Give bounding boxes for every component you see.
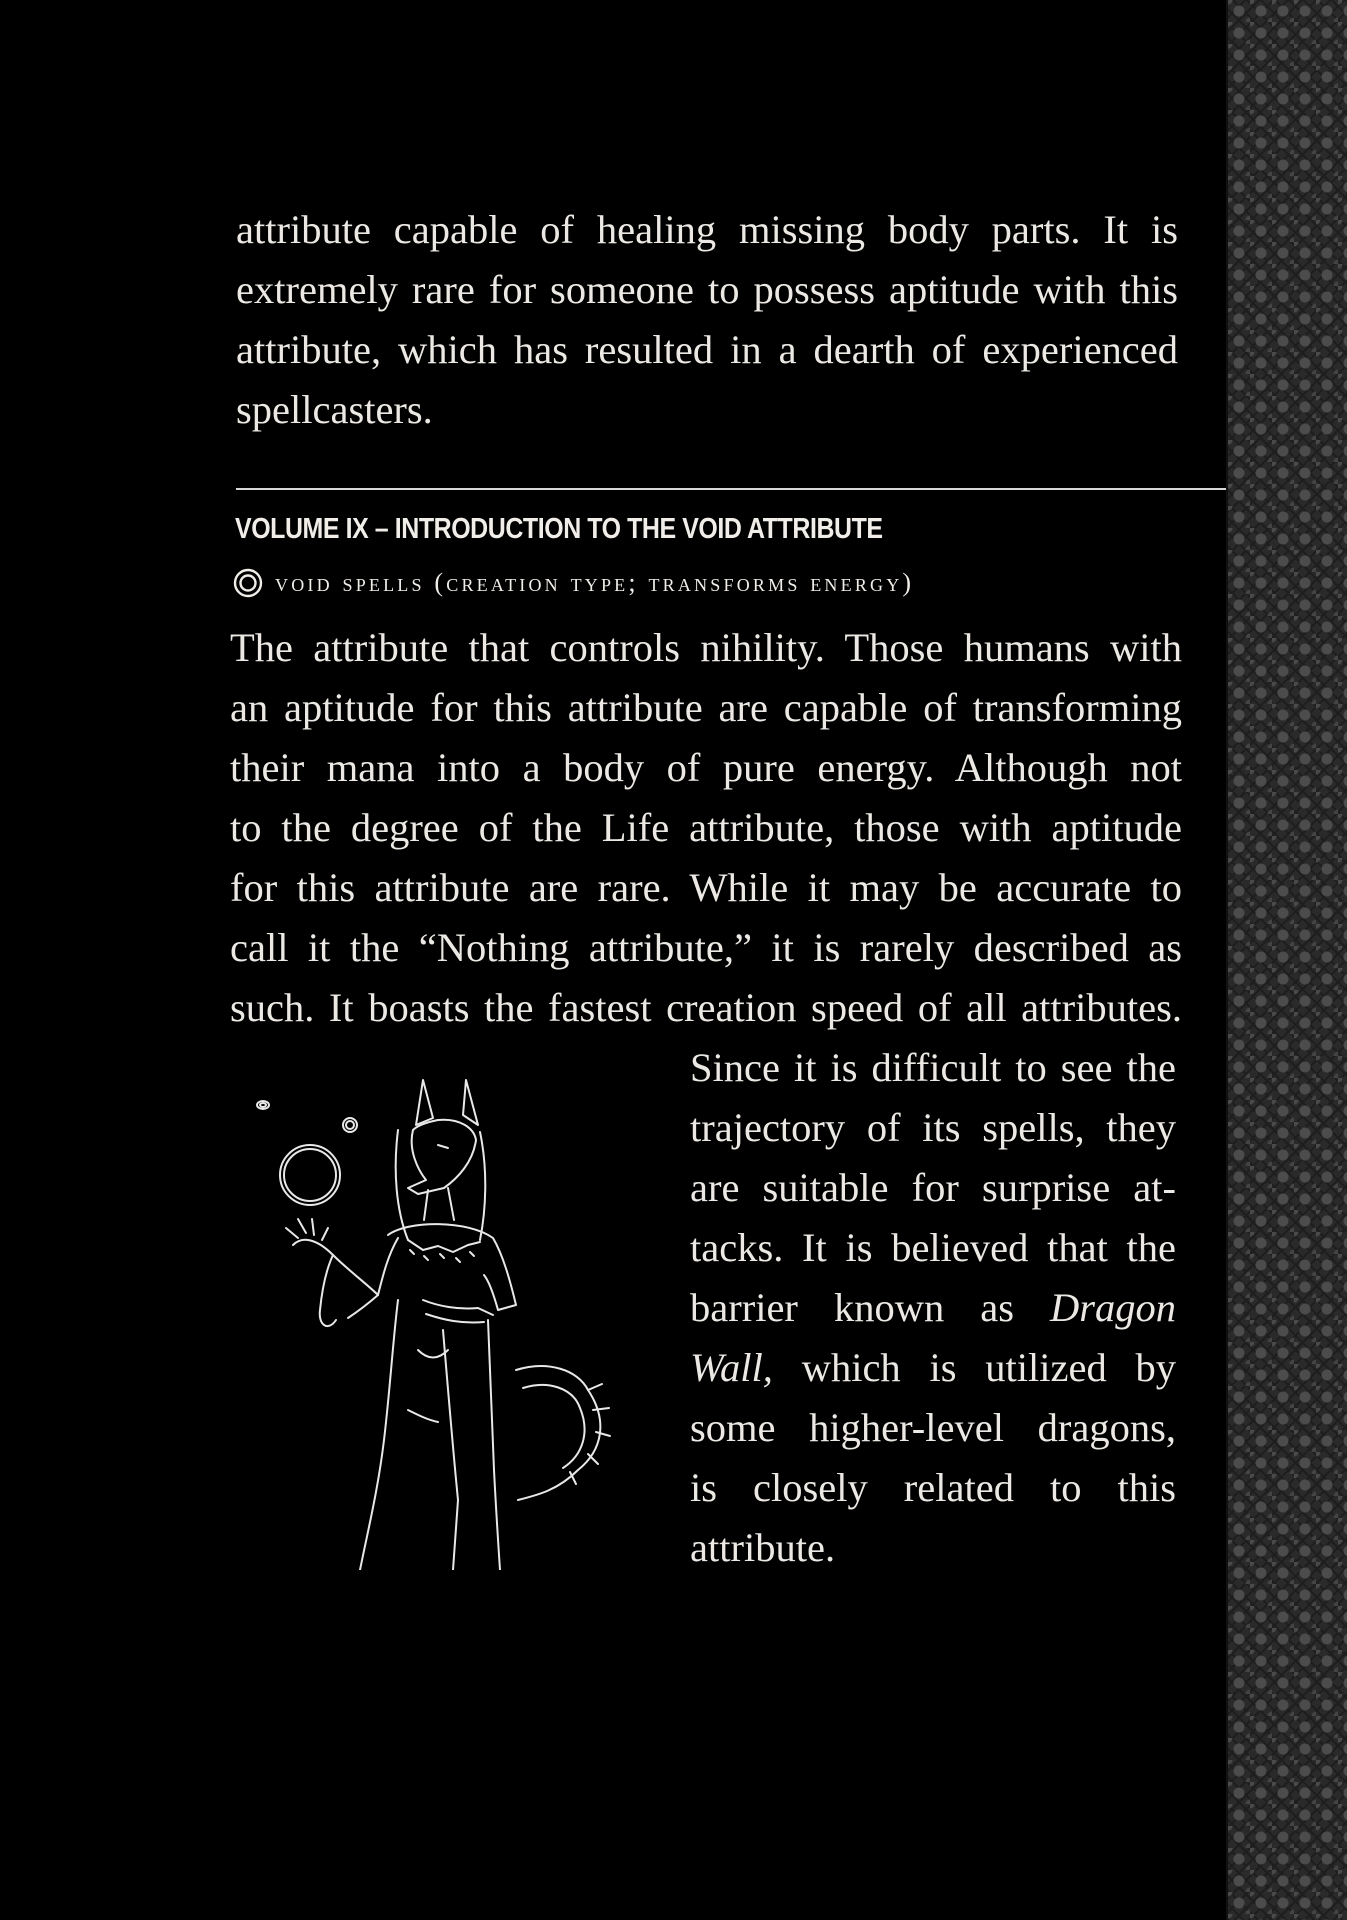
side-line: attribute.	[690, 1525, 836, 1570]
void-orb-icon	[257, 1101, 357, 1205]
subheading-text: void spells (creation type; transforms energy)	[275, 568, 915, 597]
section-divider	[236, 488, 1226, 490]
side-paragraph	[690, 1038, 1176, 1578]
intro-paragraph	[236, 200, 1178, 440]
side-line: tacks. It is believed that the	[690, 1225, 1176, 1270]
side-line: are suitable for surprise at-	[690, 1165, 1176, 1210]
body-line: such. It boasts the fastest creation speed of all attributes.	[230, 985, 1182, 1030]
side-line: trajectory of its spells, they	[690, 1105, 1176, 1150]
side-line: Since it is difficult to see the	[690, 1045, 1176, 1090]
body-line: an aptitude for this attribute are capable of transforming	[230, 685, 1182, 730]
double-circle-icon	[233, 568, 263, 598]
dragon-wall-italic: Wall,	[690, 1345, 773, 1390]
side-line: some higher-level dragons,	[690, 1405, 1176, 1450]
section-heading: VOLUME IX – INTRODUCTION TO THE VOID ATTRIBUTE	[235, 513, 883, 545]
body-line: The attribute that controls nihility. Those humans with	[230, 625, 1182, 670]
body-line: to the degree of the Life attribute, those with aptitude	[230, 805, 1182, 850]
ornamental-border	[1226, 0, 1347, 1920]
void-description-paragraph	[230, 618, 1182, 1038]
side-line	[690, 1278, 1176, 1338]
side-line-text: barrier known as	[690, 1285, 1050, 1330]
intro-line: attribute capable of healing missing body parts. It is	[236, 207, 1178, 252]
dragon-wall-italic: Dragon	[1049, 1285, 1176, 1330]
side-line-text: which is utilized by	[772, 1345, 1176, 1390]
side-line: is closely related to this	[690, 1465, 1176, 1510]
body-line: their mana into a body of pure energy. Although not	[230, 745, 1182, 790]
spell-subheading	[233, 568, 914, 598]
side-line	[690, 1338, 1176, 1398]
intro-line: attribute, which has resulted in a dearth of experienced	[236, 327, 1178, 372]
body-line: call it the “Nothing attribute,” it is rarely described as	[230, 925, 1182, 970]
intro-line: extremely rare for someone to possess aptitude with this	[236, 267, 1178, 312]
fox-mage-sketch-illustration	[248, 1070, 668, 1570]
intro-line: spellcasters.	[236, 387, 433, 432]
body-line: for this attribute are rare. While it may be accurate to	[230, 865, 1182, 910]
